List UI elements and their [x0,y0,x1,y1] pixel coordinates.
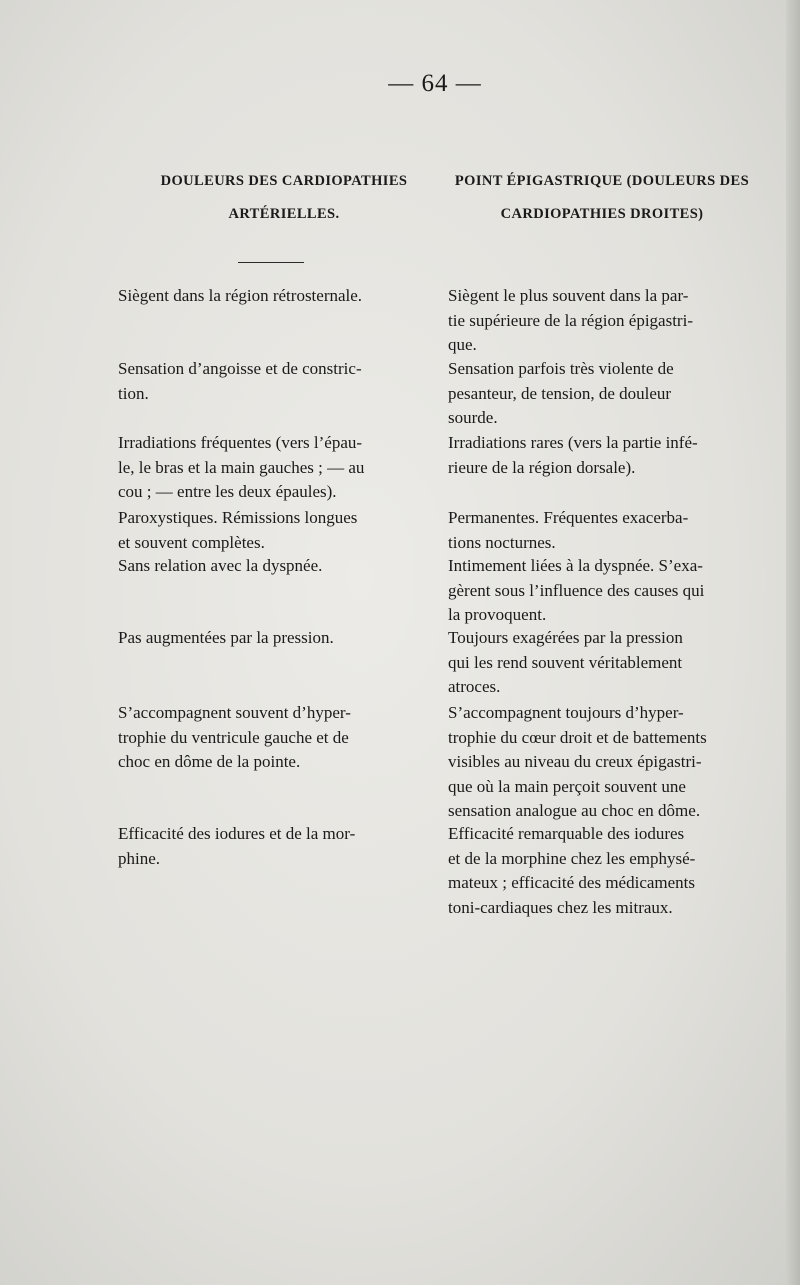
text-line: Efficacité des iodures et de la mor- [118,824,356,843]
text-line: qui les rend souvent véritablement [448,652,683,672]
left-column-heading-line1: DOULEURS DES CARDIOPATHIES [160,173,408,189]
text-line: Intimement liées à la dyspnée. S’exa- [448,556,703,575]
text-line: Sans relation avec la dyspnée. [118,556,323,575]
page-edge-shadow [786,0,800,1285]
text-line: Irradiations fréquentes (vers l’épau- [118,433,363,452]
text-line: Siègent le plus souvent dans la par- [448,286,689,305]
right-paragraph [448,554,748,628]
text-line: Pas augmentées par la pression. [118,628,334,647]
text-line: pesanteur, de tension, de douleur [448,383,672,403]
text-line: phine. [118,848,161,868]
text-line: sourde. [448,408,498,427]
left-column-heading-line2: ARTÉRIELLES. [228,206,340,222]
text-line: Siègent dans la région rétrosternale. [118,286,363,305]
left-paragraph [118,284,418,309]
text-line: cou ; — entre les deux épaules). [118,482,337,501]
text-line: gèrent sous l’influence des causes qui [448,580,705,600]
text-line: toni-cardiaques chez les mitraux. [448,897,673,917]
text-line: atroces. [448,677,501,696]
page-number: — 64 — [388,70,482,97]
text-line: S’accompagnent toujours d’hyper- [448,703,684,722]
text-line: Paroxystiques. Rémissions longues [118,508,358,527]
right-paragraph [448,284,748,358]
text-line: et souvent complètes. [118,532,265,552]
left-paragraph [118,431,418,505]
text-line: tions nocturnes. [448,532,556,552]
right-column-heading-line2: CARDIOPATHIES DROITES) [500,206,704,222]
text-line: et de la morphine chez les emphysé- [448,848,696,868]
heading-divider [238,262,304,263]
text-line: choc en dôme de la pointe. [118,752,301,771]
text-line: trophie du cœur droit et de battements [448,727,707,747]
text-line: que où la main perçoit souvent une [448,776,686,796]
text-line: Irradiations rares (vers la partie infé- [448,433,698,452]
left-paragraph [118,554,418,579]
left-paragraph [118,822,418,871]
text-line: que. [448,335,477,354]
text-line: Efficacité remarquable des iodures [448,824,685,843]
right-paragraph [448,701,748,824]
left-paragraph [118,357,418,406]
text-line: le, le bras et la main gauches ; — au [118,457,365,477]
left-paragraph [118,506,418,555]
text-line: mateux ; efficacité des médicaments [448,873,696,892]
text-line: tion. [118,383,149,403]
right-paragraph [448,431,748,480]
right-paragraph [448,506,748,555]
text-line: rieure de la région dorsale). [448,457,636,477]
right-paragraph [448,357,748,431]
text-line: S’accompagnent souvent d’hyper- [118,703,351,722]
right-column-heading-line1: POINT ÉPIGASTRIQUE (DOULEURS DES [454,173,750,189]
text-line: sensation analogue au choc en dôme. [448,801,701,820]
text-line: Permanentes. Fréquentes exacerba- [448,508,689,527]
left-paragraph [118,701,418,775]
right-paragraph [448,822,748,920]
text-line: tie supérieure de la région épigastri- [448,310,693,330]
text-line: Toujours exagérées par la pression [448,628,683,647]
text-line: visibles au niveau du creux épigastri- [448,752,702,771]
text-line: la provoquent. [448,605,547,624]
right-paragraph [448,626,748,700]
text-line: Sensation parfois très violente de [448,359,674,378]
text-line: trophie du ventricule gauche et de [118,727,349,747]
left-paragraph [118,626,418,651]
text-line: Sensation d’angoisse et de constric- [118,359,362,378]
